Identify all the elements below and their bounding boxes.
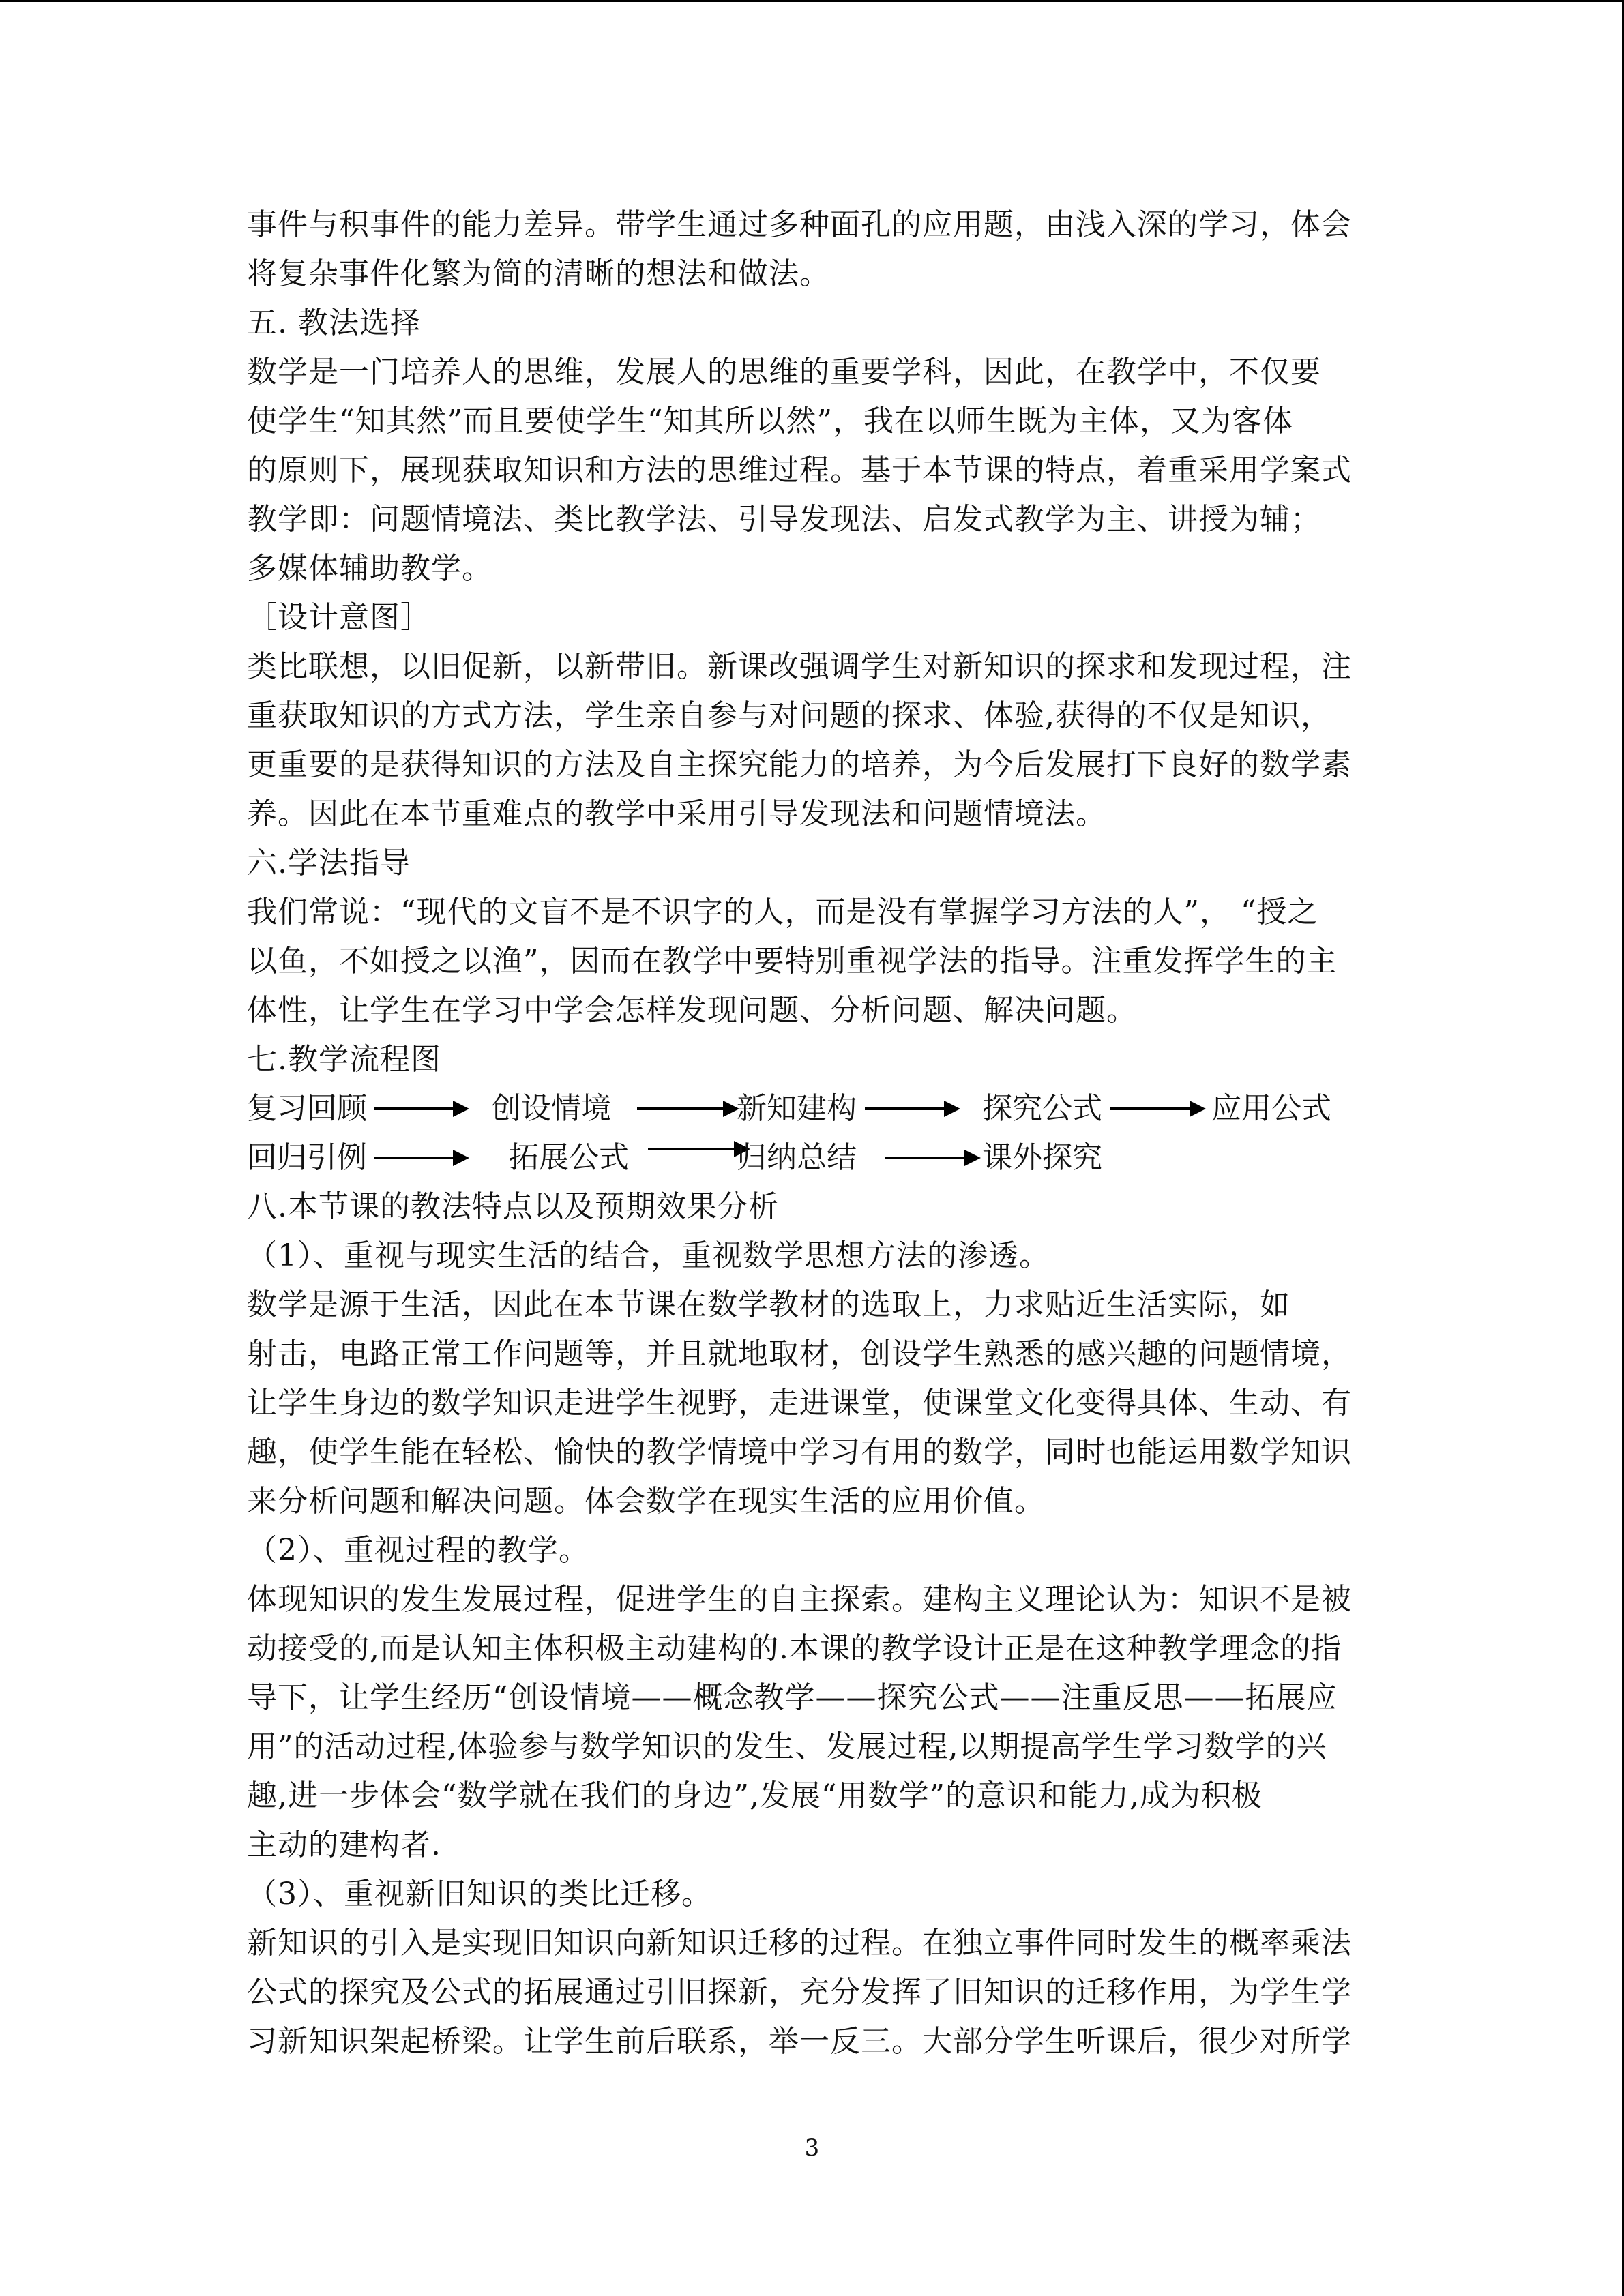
flow-step: 应用公式	[1211, 1091, 1331, 1126]
text-line: 用”的活动过程,体验参与数学知识的发生、发展过程,以期提高学生学习数学的兴	[247, 1729, 1327, 1764]
text-line: 射击，电路正常工作问题等，并且就地取材，创设学生熟悉的感兴趣的问题情境，	[247, 1337, 1352, 1371]
text-line: 体性，让学生在学习中学会怎样发现问题、分析问题、解决问题。	[247, 993, 1137, 1028]
flow-step: 复习回顾	[247, 1091, 367, 1126]
text-line: 习新知识架起桥梁。让学生前后联系，举一反三。大部分学生听课后，很少对所学	[247, 2024, 1352, 2059]
text-line: 让学生身边的数学知识走进学生视野，走进课堂，使课堂文化变得具体、生动、有	[247, 1386, 1352, 1420]
flow-arrow	[865, 1099, 960, 1119]
text-line: 主动的建构者.	[247, 1828, 441, 1862]
flow-step: 拓展公式	[509, 1140, 629, 1175]
text-line: 的原则下，展现获取知识和方法的思维过程。基于本节课的特点，着重采用学案式	[247, 453, 1352, 488]
flow-arrow	[1110, 1099, 1206, 1119]
flow-arrow	[374, 1148, 469, 1168]
text-line: 数学是源于生活，因此在本节课在数学教材的选取上，力求贴近生活实际，如	[247, 1287, 1290, 1322]
text-line: 趣，使学生能在轻松、愉快的教学情境中学习有用的数学，同时也能运用数学知识	[247, 1435, 1352, 1470]
flow-step: 归纳总结	[737, 1140, 857, 1175]
page-number: 3	[804, 2134, 820, 2162]
text-line: 体现知识的发生发展过程，促进学生的自主探索。建构主义理论认为：知识不是被	[247, 1582, 1352, 1617]
text-line: 使学生“知其然”而且要使学生“知其所以然”，我在以师生既为主体，又为客体	[247, 404, 1293, 438]
text-line: 动接受的,而是认知主体积极主动建构的.本课的教学设计正是在这种教学理念的指	[247, 1631, 1342, 1666]
section-heading: 五. 教法选择	[247, 305, 421, 340]
text-line: 类比联想，以旧促新，以新带旧。新课改强调学生对新知识的探求和发现过程，注	[247, 649, 1352, 684]
flow-step: 探究公式	[982, 1091, 1102, 1126]
text-line: 趣,进一步体会“数学就在我们的身边”,发展“用数学”的意识和能力,成为积极	[247, 1778, 1263, 1813]
flow-step: 创设情境	[491, 1091, 611, 1126]
sub-heading: （3）、重视新旧知识的类比迁移。	[247, 1877, 712, 1911]
sub-heading: （1）、重视与现实生活的结合，重视数学思想方法的渗透。	[247, 1238, 1050, 1273]
flow-step: 回归引例	[247, 1140, 367, 1175]
text-line: 来分析问题和解决问题。体会数学在现实生活的应用价值。	[247, 1484, 1045, 1519]
text-line: 新知识的引入是实现旧知识向新知识迁移的过程。在独立事件同时发生的概率乘法	[247, 1926, 1352, 1960]
text-line: 公式的探究及公式的拓展通过引旧探新，充分发挥了旧知识的迁移作用，为学生学	[247, 1975, 1352, 2010]
section-heading: 八.本节课的教法特点以及预期效果分析	[247, 1189, 779, 1224]
text-line: 数学是一门培养人的思维，发展人的思维的重要学科，因此，在教学中，不仅要	[247, 355, 1321, 389]
flow-arrow	[374, 1099, 469, 1119]
design-intent-label: ［设计意图］	[247, 600, 431, 635]
flow-arrow	[648, 1139, 750, 1159]
text-line: 养。因此在本节重难点的教学中采用引导发现法和问题情境法。	[247, 796, 1106, 831]
text-line: 事件与积事件的能力差异。带学生通过多种面孔的应用题，由浅入深的学习，体会	[247, 207, 1352, 242]
text-line: 更重要的是获得知识的方法及自主探究能力的培养，为今后发展打下良好的数学素	[247, 747, 1352, 782]
text-line: 多媒体辅助教学。	[247, 551, 492, 586]
flow-arrow	[637, 1099, 739, 1119]
section-heading: 七.教学流程图	[247, 1042, 441, 1077]
text-line: 我们常说：“现代的文盲不是不识字的人，而是没有掌握学习方法的人”， “授之	[247, 895, 1318, 929]
text-line: 教学即：问题情境法、类比教学法、引导发现法、启发式教学为主、讲授为辅；	[247, 502, 1321, 537]
flow-arrow	[885, 1148, 981, 1168]
flow-step: 新知建构	[737, 1091, 857, 1126]
text-line: 将复杂事件化繁为简的清晰的想法和做法。	[247, 256, 830, 291]
text-line: 以鱼，不如授之以渔”，因而在教学中要特别重视学法的指导。注重发挥学生的主	[247, 944, 1338, 979]
text-line: 重获取知识的方式方法，学生亲自参与对问题的探求、体验,获得的不仅是知识，	[247, 698, 1331, 733]
sub-heading: （2）、重视过程的教学。	[247, 1533, 589, 1568]
flow-step: 课外探究	[982, 1140, 1102, 1175]
section-heading: 六.学法指导	[247, 846, 411, 880]
top-border	[0, 0, 1624, 2]
text-line: 导下，让学生经历“创设情境——概念教学——探究公式——注重反思——拓展应	[247, 1680, 1338, 1715]
